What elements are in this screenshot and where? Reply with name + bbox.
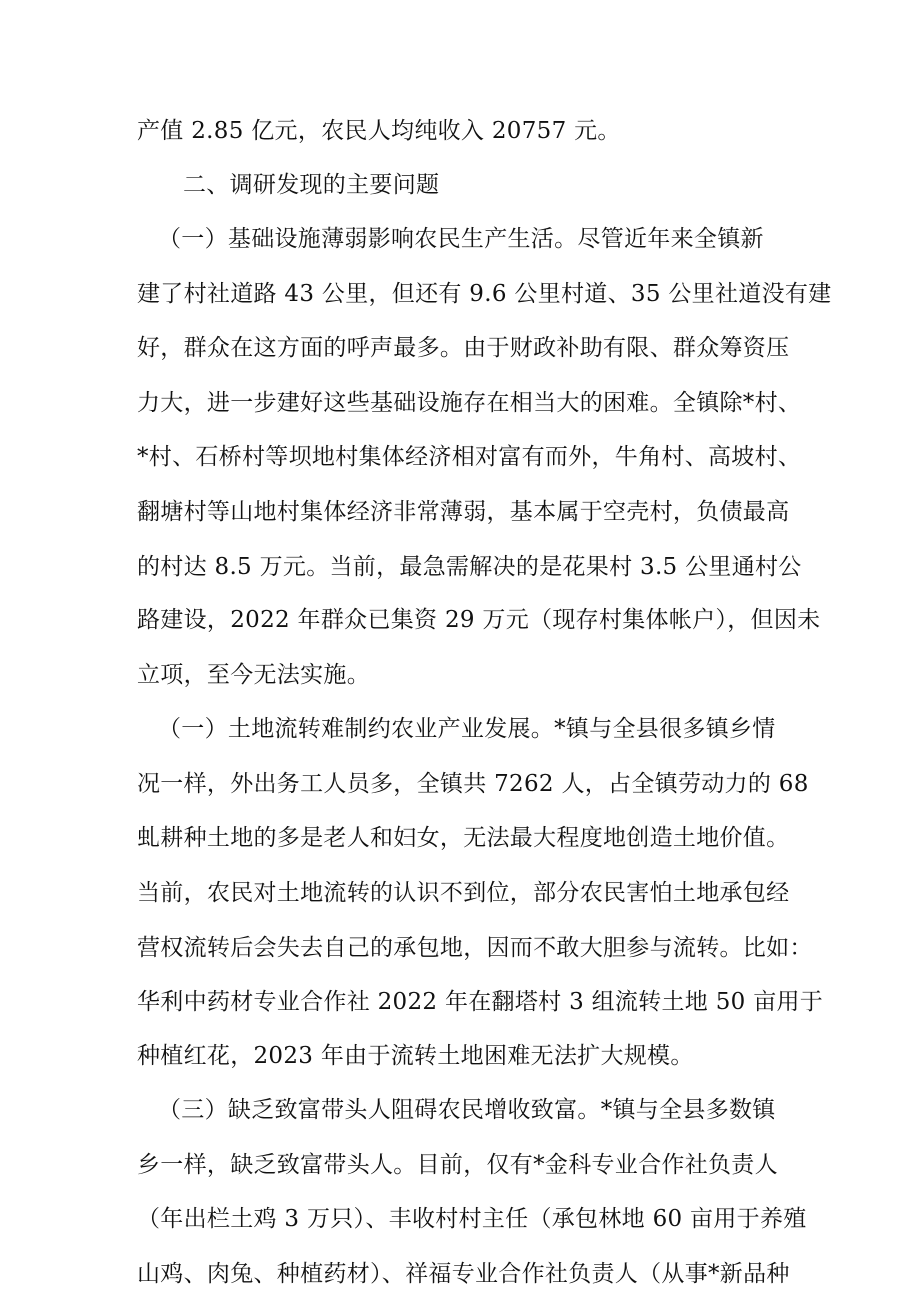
text-line: 路建设，2022 年群众已集资 29 万元（现存村集体帐户），但因未 <box>137 607 821 633</box>
text-line: 种植红花，2023 年由于流转土地困难无法扩大规模。 <box>137 1043 694 1069</box>
text-line: 的村达 8.5 万元。当前，最急需解决的是花果村 3.5 公里通村公 <box>137 554 802 580</box>
section-heading: 二、调研发现的主要问题 <box>183 172 440 198</box>
text-line: 华利中药材专业合作社 2022 年在翻塔村 3 组流转土地 50 亩用于 <box>137 989 824 1015</box>
text-line: （一）土地流转难制约农业产业发展。*镇与全县很多镇乡情 <box>158 716 776 742</box>
text-line: 立项，至今无法实施。 <box>137 662 370 688</box>
text-line: 营权流转后会失去自己的承包地，因而不敢大胆参与流转。比如： <box>137 935 813 961</box>
text-line: 力大，进一步建好这些基础设施存在相当大的困难。全镇除*村、 <box>137 390 802 416</box>
text-line: （年出栏土鸡 3 万只）、丰收村村主任（承包林地 60 亩用于养殖 <box>137 1206 807 1232</box>
text-line: 好，群众在这方面的呼声最多。由于财政补助有限、群众筹资压 <box>137 335 790 361</box>
text-line: 虬耕种土地的多是老人和妇女，无法最大程度地创造土地价值。 <box>137 825 790 851</box>
text-line: 翻塘村等山地村集体经济非常薄弱，基本属于空壳村，负债最高 <box>137 499 790 525</box>
text-line: 建了村社道路 43 公里，但还有 9.6 公里村道、35 公里社道没有建 <box>137 281 832 307</box>
text-line: （一）基础设施薄弱影响农民生产生活。尽管近年来全镇新 <box>158 226 764 252</box>
text-line: 乡一样，缺乏致富带头人。目前，仅有*金科专业合作社负责人 <box>137 1152 778 1178</box>
text-line: *村、石桥村等坝地村集体经济相对富有而外，牛角村、高坡村、 <box>137 444 802 470</box>
text-line: 况一样，外出务工人员多，全镇共 7262 人，占全镇劳动力的 68 <box>137 771 809 797</box>
text-line: （三）缺乏致富带头人阻碍农民增收致富。*镇与全县多数镇 <box>158 1097 776 1123</box>
text-line: 当前，农民对土地流转的认识不到位，部分农民害怕土地承包经 <box>137 880 790 906</box>
text-line: 山鸡、肉兔、种植药材）、祥福专业合作社负责人（从事*新品种 <box>137 1261 790 1287</box>
text-line: 产值 2.85 亿元，农民人均纯收入 20757 元。 <box>137 118 621 144</box>
